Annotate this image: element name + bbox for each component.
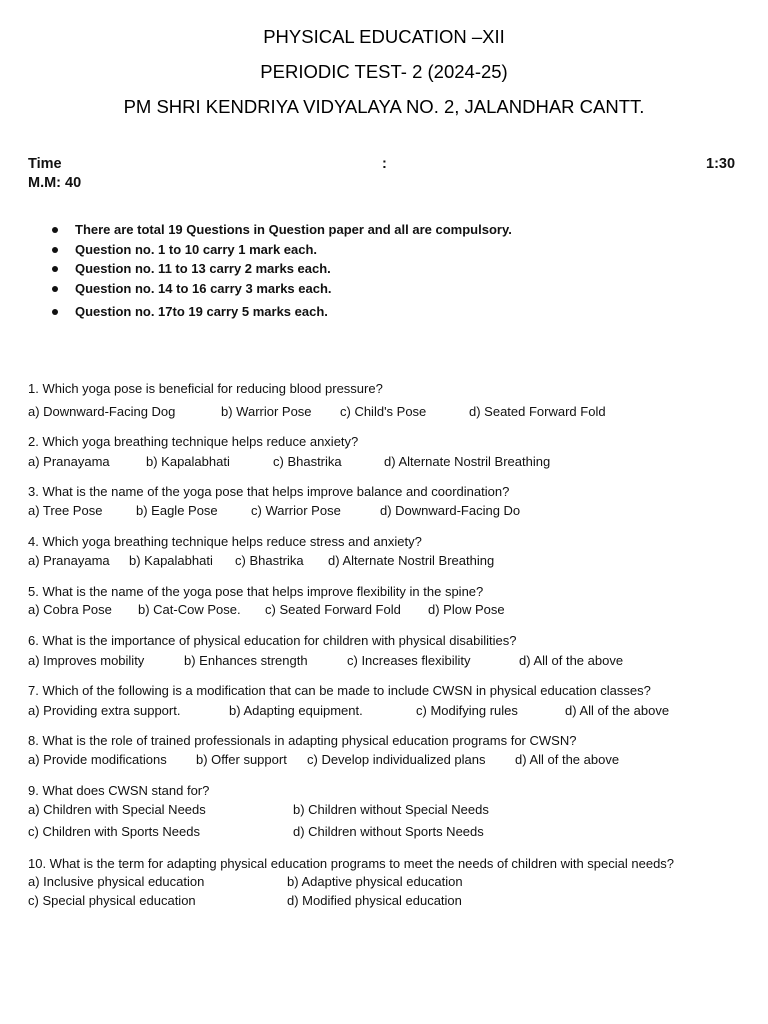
- school-name: PM SHRI KENDRIYA VIDYALAYA NO. 2, JALANDHAR CANTT.: [123, 96, 645, 117]
- option: b) Kapalabhati: [129, 553, 213, 568]
- question-2: 2. Which yoga breathing technique helps reduce anxiety?: [28, 434, 359, 449]
- option: b) Offer support: [196, 752, 287, 767]
- option: a) Provide modifications: [28, 752, 167, 767]
- option: d) Plow Pose: [428, 602, 505, 617]
- option: a) Cobra Pose: [28, 602, 112, 617]
- question-5: 5. What is the name of the yoga pose that helps improve flexibility in the spine?: [28, 584, 484, 599]
- option: a) Providing extra support.: [28, 703, 181, 718]
- option: d) Alternate Nostril Breathing: [384, 454, 551, 469]
- option: d) Children without Sports Needs: [293, 824, 484, 839]
- option: b) Children without Special Needs: [293, 802, 489, 817]
- max-marks: M.M: 40: [28, 175, 82, 191]
- bullet-icon: [52, 227, 58, 233]
- bullet-icon: [52, 266, 58, 272]
- option: b) Kapalabhati: [146, 454, 230, 469]
- option: d) All of the above: [519, 653, 624, 668]
- option: a) Tree Pose: [28, 503, 103, 518]
- option: a) Children with Special Needs: [28, 802, 206, 817]
- option: d) Modified physical education: [287, 893, 462, 908]
- question-3: 3. What is the name of the yoga pose that helps improve balance and coordination?: [28, 484, 510, 499]
- test-title: PERIODIC TEST- 2 (2024-25): [260, 61, 508, 82]
- option: a) Inclusive physical education: [28, 874, 205, 889]
- option: c) Seated Forward Fold: [265, 602, 401, 617]
- option: d) All of the above: [565, 703, 670, 718]
- time-label: Time: [28, 156, 62, 172]
- option: d) Seated Forward Fold: [469, 404, 606, 419]
- question-9: 9. What does CWSN stand for?: [28, 783, 210, 798]
- option: c) Increases flexibility: [347, 653, 471, 668]
- option: a) Improves mobility: [28, 653, 145, 668]
- question-1: 1. Which yoga pose is beneficial for reducing blood pressure?: [28, 381, 383, 396]
- option: c) Children with Sports Needs: [28, 824, 200, 839]
- option: c) Develop individualized plans: [307, 752, 486, 767]
- question-10: 10. What is the term for adapting physical education programs to meet the needs of children with special needs?: [28, 856, 675, 871]
- paper-subject-title: PHYSICAL EDUCATION –XII: [263, 26, 505, 47]
- option: a) Downward-Facing Dog: [28, 404, 176, 419]
- time-value: 1:30: [706, 156, 736, 172]
- option: c) Bhastrika: [273, 454, 342, 469]
- option: c) Special physical education: [28, 893, 196, 908]
- option: c) Bhastrika: [235, 553, 304, 568]
- option: c) Modifying rules: [416, 703, 518, 718]
- question-7: 7. Which of the following is a modification that can be made to include CWSN in physical education classes?: [28, 683, 651, 698]
- option: c) Warrior Pose: [251, 503, 341, 518]
- option: d) Alternate Nostril Breathing: [328, 553, 495, 568]
- option: b) Cat-Cow Pose.: [138, 602, 241, 617]
- option: b) Enhances strength: [184, 653, 308, 668]
- bullet-icon: [52, 309, 58, 315]
- option: b) Warrior Pose: [221, 404, 312, 419]
- time-colon: :: [382, 156, 387, 172]
- option: b) Adaptive physical education: [287, 874, 463, 889]
- bullet-icon: [52, 247, 58, 253]
- option: d) All of the above: [515, 752, 620, 767]
- question-8: 8. What is the role of trained professionals in adapting physical education programs for CWSN?: [28, 733, 577, 748]
- option: b) Adapting equipment.: [229, 703, 363, 718]
- bullet-icon: [52, 286, 58, 292]
- option: a) Pranayama: [28, 553, 110, 568]
- option: c) Child's Pose: [340, 404, 427, 419]
- question-4: 4. Which yoga breathing technique helps reduce stress and anxiety?: [28, 534, 422, 549]
- question-6: 6. What is the importance of physical education for children with physical disabilities?: [28, 633, 517, 648]
- option: d) Downward-Facing Do: [380, 503, 521, 518]
- option: a) Pranayama: [28, 454, 110, 469]
- option: b) Eagle Pose: [136, 503, 218, 518]
